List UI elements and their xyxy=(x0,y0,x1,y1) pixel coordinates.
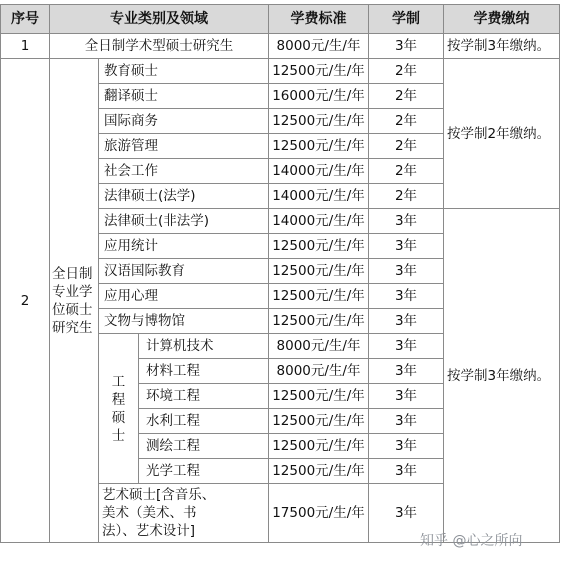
fee-cell: 12500元/生/年 xyxy=(269,434,369,459)
fee-cell: 12500元/生/年 xyxy=(269,259,369,284)
field-name-cell: 计算机技术 xyxy=(139,334,269,359)
seq-cell: 2 xyxy=(1,59,50,543)
category-line: 专业学 xyxy=(52,283,93,300)
fee-cell: 17500元/生/年 xyxy=(269,484,369,543)
category-line: 全日制 xyxy=(52,265,93,282)
header-category: 专业类别及领域 xyxy=(50,5,269,34)
fee-cell: 12500元/生/年 xyxy=(269,109,369,134)
duration-cell: 2年 xyxy=(369,59,444,84)
payment-cell: 按学制2年缴纳。 xyxy=(444,59,560,209)
art-name-line: 艺术硕士[含音乐、 xyxy=(102,487,216,503)
duration-cell: 2年 xyxy=(369,159,444,184)
field-name-cell: 环境工程 xyxy=(139,384,269,409)
fee-cell: 12500元/生/年 xyxy=(269,234,369,259)
header-fee: 学费标准 xyxy=(269,5,369,34)
fee-cell: 14000元/生/年 xyxy=(269,159,369,184)
art-name-line: 法）、艺术设计] xyxy=(102,523,196,539)
duration-cell: 3年 xyxy=(369,434,444,459)
duration-cell: 3年 xyxy=(369,384,444,409)
duration-cell: 2年 xyxy=(369,109,444,134)
engineering-char: 士 xyxy=(111,427,126,444)
field-name-cell: 文物与博物馆 xyxy=(99,309,269,334)
header-row xyxy=(1,5,560,34)
duration-cell: 3年 xyxy=(369,259,444,284)
field-name-cell: 应用统计 xyxy=(99,234,269,259)
fee-cell: 14000元/生/年 xyxy=(269,209,369,234)
fee-cell: 12500元/生/年 xyxy=(269,134,369,159)
category-line: 研究生 xyxy=(52,319,93,336)
duration-cell: 3年 xyxy=(369,309,444,334)
header-duration: 学制 xyxy=(369,5,444,34)
duration-cell: 3年 xyxy=(369,209,444,234)
field-name-cell: 光学工程 xyxy=(139,459,269,484)
category-cell: 全日制学术型硕士研究生 xyxy=(50,34,269,59)
fee-cell: 8000元/生/年 xyxy=(269,359,369,384)
field-name-cell: 材料工程 xyxy=(139,359,269,384)
field-name-cell: 社会工作 xyxy=(99,159,269,184)
field-name-cell: 法律硕士(非法学) xyxy=(99,209,269,234)
payment-cell: 按学制3年缴纳。 xyxy=(444,34,560,59)
header-payment: 学费缴纳 xyxy=(444,5,560,34)
duration-cell: 3年 xyxy=(369,34,444,59)
category-line: 位硕士 xyxy=(52,301,93,318)
fee-cell: 12500元/生/年 xyxy=(269,309,369,334)
fee-cell: 14000元/生/年 xyxy=(269,184,369,209)
duration-cell: 2年 xyxy=(369,84,444,109)
field-name-cell: 测绘工程 xyxy=(139,434,269,459)
payment-cell: 按学制3年缴纳。 xyxy=(444,209,560,543)
fee-cell: 12500元/生/年 xyxy=(269,409,369,434)
engineering-char: 工 xyxy=(111,373,126,390)
duration-cell: 3年 xyxy=(369,234,444,259)
fee-cell: 8000元/生/年 xyxy=(269,334,369,359)
art-name-line: 美术（美术、书 xyxy=(102,505,197,521)
duration-cell: 3年 xyxy=(369,334,444,359)
category-group-cell xyxy=(50,59,99,543)
fee-cell: 12500元/生/年 xyxy=(269,284,369,309)
fee-cell: 8000元/生/年 xyxy=(269,34,369,59)
duration-cell: 3年 xyxy=(369,284,444,309)
seq-cell: 1 xyxy=(1,34,50,59)
fee-cell: 12500元/生/年 xyxy=(269,384,369,409)
tuition-fee-table xyxy=(0,4,560,543)
engineering-label-cell xyxy=(99,334,139,484)
watermark: 知乎 @心之所向 xyxy=(420,533,523,549)
header-seq: 序号 xyxy=(1,5,50,34)
engineering-char: 程 xyxy=(111,391,126,408)
field-name-cell: 汉语国际教育 xyxy=(99,259,269,284)
field-name-cell: 法律硕士(法学) xyxy=(99,184,269,209)
field-name-cell: 翻译硕士 xyxy=(99,84,269,109)
table-row xyxy=(1,59,560,84)
field-name-cell: 水利工程 xyxy=(139,409,269,434)
duration-cell: 3年 xyxy=(369,359,444,384)
fee-cell: 12500元/生/年 xyxy=(269,59,369,84)
fee-cell: 12500元/生/年 xyxy=(269,459,369,484)
field-name-cell: 旅游管理 xyxy=(99,134,269,159)
duration-cell: 2年 xyxy=(369,184,444,209)
engineering-char: 硕 xyxy=(111,409,126,426)
duration-cell: 2年 xyxy=(369,134,444,159)
field-name-cell: 教育硕士 xyxy=(99,59,269,84)
field-name-cell: 国际商务 xyxy=(99,109,269,134)
duration-cell: 3年 xyxy=(369,409,444,434)
duration-cell: 3年 xyxy=(369,459,444,484)
field-name-cell xyxy=(99,484,269,543)
duration-cell: 3年 xyxy=(369,484,444,543)
table-row xyxy=(1,34,560,59)
fee-cell: 16000元/生/年 xyxy=(269,84,369,109)
field-name-cell: 应用心理 xyxy=(99,284,269,309)
